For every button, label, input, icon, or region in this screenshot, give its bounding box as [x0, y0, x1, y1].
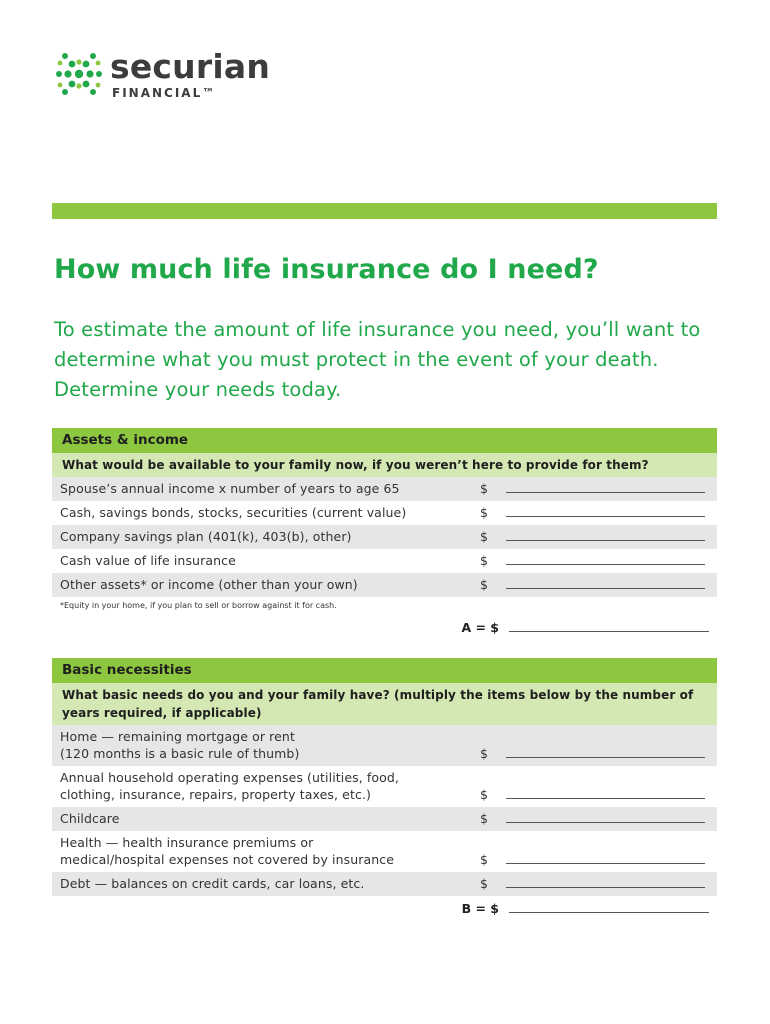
row-label-line: Annual household operating expenses (utilities, food,: [60, 770, 399, 785]
form-row: [52, 807, 717, 831]
currency-symbol: $: [479, 529, 489, 544]
logo-wordmark: securian: [110, 47, 271, 86]
row-label-line: medical/hospital expenses not covered by insurance: [60, 852, 395, 867]
amount-field[interactable]: [506, 886, 705, 888]
row-label: Cash, savings bonds, stocks, securities (current value): [60, 505, 407, 520]
amount-field[interactable]: [506, 491, 705, 493]
form-row: [52, 766, 717, 807]
currency-symbol: $: [479, 505, 489, 520]
currency-symbol: $: [479, 787, 489, 802]
amount-field[interactable]: [506, 862, 705, 864]
form-row: [52, 725, 717, 766]
row-label-line: Health — health insurance premiums or: [60, 835, 314, 850]
row-label: Company savings plan (401(k), 403(b), other): [60, 529, 352, 544]
currency-symbol: $: [479, 811, 489, 826]
header-divider-bar: [52, 203, 717, 219]
row-label: [60, 769, 470, 803]
amount-field[interactable]: [506, 563, 705, 565]
assets-footnote: *Equity in your home, if you plan to sell or borrow against it for cash.: [60, 601, 337, 610]
securian-logo-mark-icon: [52, 50, 106, 98]
currency-symbol: $: [479, 876, 489, 891]
total-a-field[interactable]: [509, 631, 709, 632]
intro-paragraph: To estimate the amount of life insurance you need, you’ll want to determine what you must protect in the event of your death. Determine your needs today.: [54, 318, 701, 401]
form-row: [52, 525, 717, 549]
form-row: [52, 549, 717, 573]
logo-subtitle: FINANCIAL™: [112, 86, 217, 100]
amount-field[interactable]: [506, 515, 705, 517]
total-a-label: A = $: [461, 620, 499, 635]
form-row: [52, 573, 717, 597]
row-label-line: clothing, insurance, repairs, property taxes, etc.): [60, 787, 371, 802]
form-row: [52, 831, 717, 872]
row-label: Other assets* or income (other than your own): [60, 577, 358, 592]
currency-symbol: $: [479, 852, 489, 867]
amount-field[interactable]: [506, 587, 705, 589]
amount-field[interactable]: [506, 797, 705, 799]
total-b-field[interactable]: [509, 912, 709, 913]
assets-section-heading: Assets & income: [52, 428, 717, 453]
form-row: [52, 477, 717, 501]
basic-necessities-section: [52, 658, 717, 919]
total-b-row: [52, 896, 717, 919]
total-a-row: [52, 615, 717, 638]
row-label: Debt — balances on credit cards, car loans, etc.: [60, 876, 365, 891]
row-label: Childcare: [60, 811, 120, 826]
total-b-label: B = $: [461, 901, 499, 916]
necessities-section-question: What basic needs do you and your family have? (multiply the items below by the number of years required, if applicable): [52, 683, 717, 725]
currency-symbol: $: [479, 481, 489, 496]
currency-symbol: $: [479, 746, 489, 761]
row-label: [60, 728, 470, 762]
currency-symbol: $: [479, 577, 489, 592]
page-title: How much life insurance do I need?: [54, 254, 599, 285]
row-label-line: Home — remaining mortgage or rent: [60, 729, 295, 744]
amount-field[interactable]: [506, 756, 705, 758]
form-row: [52, 872, 717, 896]
currency-symbol: $: [479, 553, 489, 568]
assets-income-section: [52, 428, 717, 638]
row-label-line: (120 months is a basic rule of thumb): [60, 746, 300, 761]
row-label: [60, 834, 470, 868]
amount-field[interactable]: [506, 539, 705, 541]
row-label: Cash value of life insurance: [60, 553, 236, 568]
row-label: Spouse’s annual income x number of years to age 65: [60, 481, 400, 496]
necessities-section-heading: Basic necessities: [52, 658, 717, 683]
assets-section-question: What would be available to your family now, if you weren’t here to provide for them?: [52, 453, 717, 477]
form-row: [52, 501, 717, 525]
securian-logo: [52, 46, 302, 106]
amount-field[interactable]: [506, 821, 705, 823]
